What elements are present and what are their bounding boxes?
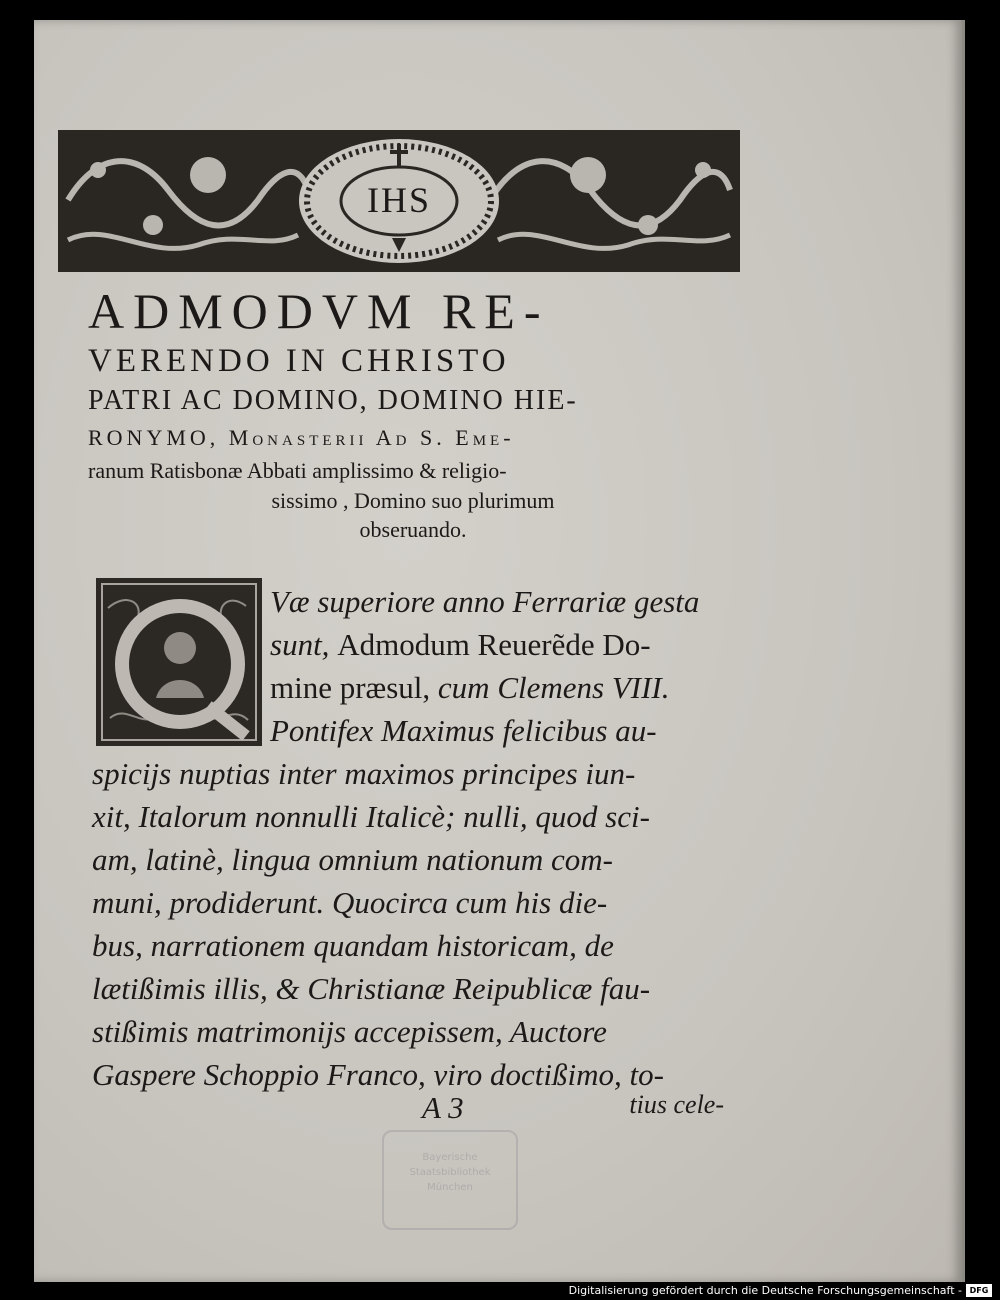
body-line-1: Væ superiore anno Ferrariæ gesta xyxy=(270,584,700,619)
body-line-7: am, latinè, lingua omnium nationum com- xyxy=(92,842,613,877)
monogram-label: IHS xyxy=(366,180,431,220)
library-stamp xyxy=(382,1130,518,1230)
title-line-2: VERENDO IN CHRISTO xyxy=(88,343,510,379)
body-line-2 xyxy=(92,623,742,666)
body-line-4: Pontifex Maximus felicibus au- xyxy=(270,713,657,748)
body-line-11: stißimis matrimonijs accepissem, Auctore xyxy=(92,1014,607,1049)
dedication-title xyxy=(88,282,738,544)
title-line-5: ranum Ratisbonæ Abbati amplissimo & religio- xyxy=(88,458,507,483)
body-line-8: muni, prodiderunt. Quocirca cum his die- xyxy=(92,885,608,920)
title-line-3: PATRI AC DOMINO, DOMINO HIE- xyxy=(88,385,578,416)
stamp-line-3: München xyxy=(427,1182,473,1193)
page-footer xyxy=(92,1090,742,1130)
body-line-9: bus, narrationem quandam historicam, de xyxy=(92,928,614,963)
catchword: tius cele- xyxy=(629,1090,724,1119)
signature-mark: A 3 xyxy=(422,1090,464,1125)
body-line-3-italic: cum Clemens VIII. xyxy=(437,670,670,705)
body-line-12: Gaspere Schoppio Franco, viro doctißimo, to- xyxy=(92,1057,664,1092)
body-line-10: lætißimis illis, & Christianæ Reipublicæ fau- xyxy=(92,971,651,1006)
body-line-2-roman: Admodum Reuerẽde Do- xyxy=(337,627,651,662)
body-line-2-italic: sunt, xyxy=(270,627,338,662)
body-line-3 xyxy=(92,666,742,709)
title-line-1: ADMODVM RE- xyxy=(88,283,550,339)
title-line-6: sissimo , Domino suo plurimum xyxy=(271,488,555,513)
body-line-5: spicijs nuptias inter maximos principes iun- xyxy=(92,756,636,791)
title-line-4: RONYMO, Monasterii Ad S. Eme- xyxy=(88,425,515,450)
ornamental-headpiece xyxy=(58,130,740,272)
body-text xyxy=(92,580,742,1096)
stamp-line-1: Bayerische xyxy=(422,1152,478,1163)
title-line-7: obseruando. xyxy=(359,517,467,542)
dfg-logo-icon: DFG xyxy=(966,1284,992,1297)
body-line-3-roman: mine præsul, xyxy=(270,670,438,705)
body-line-6: xit, Italorum nonnulli Italicè; nulli, quod sci- xyxy=(92,799,650,834)
funding-credit: Digitalisierung gefördert durch die Deutsche Forschungsgemeinschaft - xyxy=(568,1284,962,1297)
stamp-line-2: Staatsbibliothek xyxy=(409,1167,491,1178)
